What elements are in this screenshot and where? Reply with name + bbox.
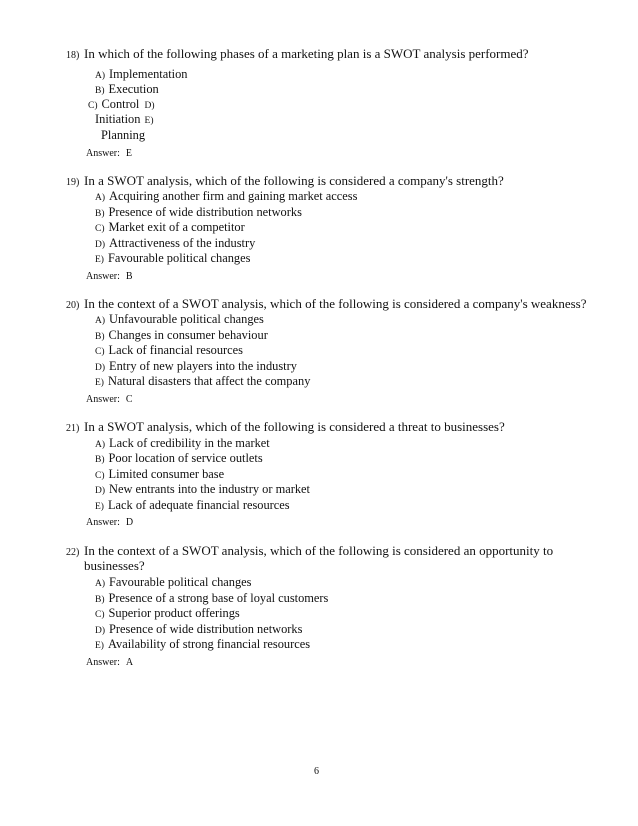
option-text: Execution: [108, 82, 159, 96]
option-e-text: [101, 127, 145, 143]
answer-label: Answer:: [86, 148, 120, 159]
option-letter: E): [95, 255, 104, 265]
option-text: Entry of new players into the industry: [109, 359, 297, 373]
question-text: In a SWOT analysis, which of the following is considered a company's strength?: [84, 173, 504, 188]
option-text: Planning: [101, 128, 146, 142]
option-letter: C): [95, 224, 105, 234]
option-letter: D): [95, 626, 106, 636]
question-number: 21): [66, 423, 80, 434]
option-text: Attractiveness of the industry: [109, 236, 256, 250]
question-text: In a SWOT analysis, which of the following is considered a threat to businesses?: [84, 419, 505, 434]
question-text-line-1: In the context of a SWOT analysis, which of the following is considered an opportunity to: [84, 543, 554, 558]
option-text: Presence of wide distribution networks: [109, 622, 303, 636]
option-letter: A): [95, 71, 106, 81]
option-letter: E): [144, 116, 154, 126]
option-e: [95, 250, 250, 268]
question-text: In which of the following phases of a marketing plan is a SWOT analysis performed?: [84, 46, 529, 61]
option-e: [95, 636, 310, 654]
option-text: Acquiring another firm and gaining market access: [109, 189, 358, 203]
option-letter: C): [95, 471, 105, 481]
question-text: In the context of a SWOT analysis, which of the following is considered a company's weakness?: [84, 296, 587, 311]
option-letter: E): [95, 502, 104, 512]
option-text: Lack of adequate financial resources: [107, 498, 290, 512]
option-text: Control: [101, 97, 140, 111]
option-text: New entrants into the industry or market: [109, 482, 310, 496]
option-text: Favourable political changes: [107, 251, 251, 265]
option-letter: E): [95, 378, 104, 388]
option-text: Implementation: [109, 67, 188, 81]
option-text: Availability of strong financial resources: [107, 637, 311, 651]
option-text: Poor location of service outlets: [108, 451, 263, 465]
answer-line: [86, 517, 133, 528]
option-text: Presence of wide distribution networks: [108, 205, 302, 219]
option-text: Lack of credibility in the market: [109, 436, 270, 450]
option-letter: E): [95, 641, 104, 651]
option-text: Superior product offerings: [108, 606, 240, 620]
question-number: 22): [66, 547, 80, 558]
answer-value: B: [125, 271, 133, 282]
option-letter: A): [95, 579, 106, 589]
option-text: Changes in consumer behaviour: [108, 328, 268, 342]
option-letter: B): [95, 455, 105, 465]
option-letter: D): [95, 486, 106, 496]
answer-value: A: [125, 657, 134, 668]
answer-line: [86, 271, 133, 282]
question-number: 20): [66, 300, 80, 311]
answer-label: Answer:: [86, 394, 120, 405]
answer-value: C: [125, 394, 133, 405]
answer-line: [86, 657, 133, 668]
option-letter: B): [95, 209, 105, 219]
option-letter: D): [144, 101, 155, 111]
question-number: 19): [66, 177, 80, 188]
option-letter: B): [95, 332, 105, 342]
option-letter: D): [95, 240, 106, 250]
answer-line: [86, 394, 133, 405]
option-letter: A): [95, 440, 106, 450]
option-letter: C): [88, 101, 98, 111]
question-number: 18): [66, 50, 80, 61]
answer-label: Answer:: [86, 517, 120, 528]
option-letter: B): [95, 86, 105, 96]
option-text: Favourable political changes: [109, 575, 252, 589]
answer-label: Answer:: [86, 657, 120, 668]
option-letter: B): [95, 595, 105, 605]
option-text: Lack of financial resources: [108, 343, 244, 357]
option-text: Natural disasters that affect the company: [107, 374, 311, 388]
answer-line: [86, 148, 132, 159]
option-letter: D): [95, 363, 106, 373]
option-text: Initiation: [95, 112, 141, 126]
option-e: [95, 373, 310, 391]
question-text-line-2: businesses?: [84, 558, 145, 573]
page-number: 6: [314, 766, 319, 777]
answer-value: D: [125, 517, 134, 528]
answer-label: Answer:: [86, 271, 120, 282]
option-e: [95, 497, 290, 515]
option-letter: C): [95, 610, 105, 620]
option-text: Market exit of a competitor: [108, 220, 245, 234]
option-letter: C): [95, 347, 105, 357]
answer-value: E: [125, 148, 132, 159]
option-text: Limited consumer base: [108, 467, 225, 481]
option-text: Unfavourable political changes: [109, 312, 264, 326]
option-letter: A): [95, 193, 106, 203]
option-text: Presence of a strong base of loyal customers: [108, 591, 329, 605]
option-letter: A): [95, 316, 106, 326]
